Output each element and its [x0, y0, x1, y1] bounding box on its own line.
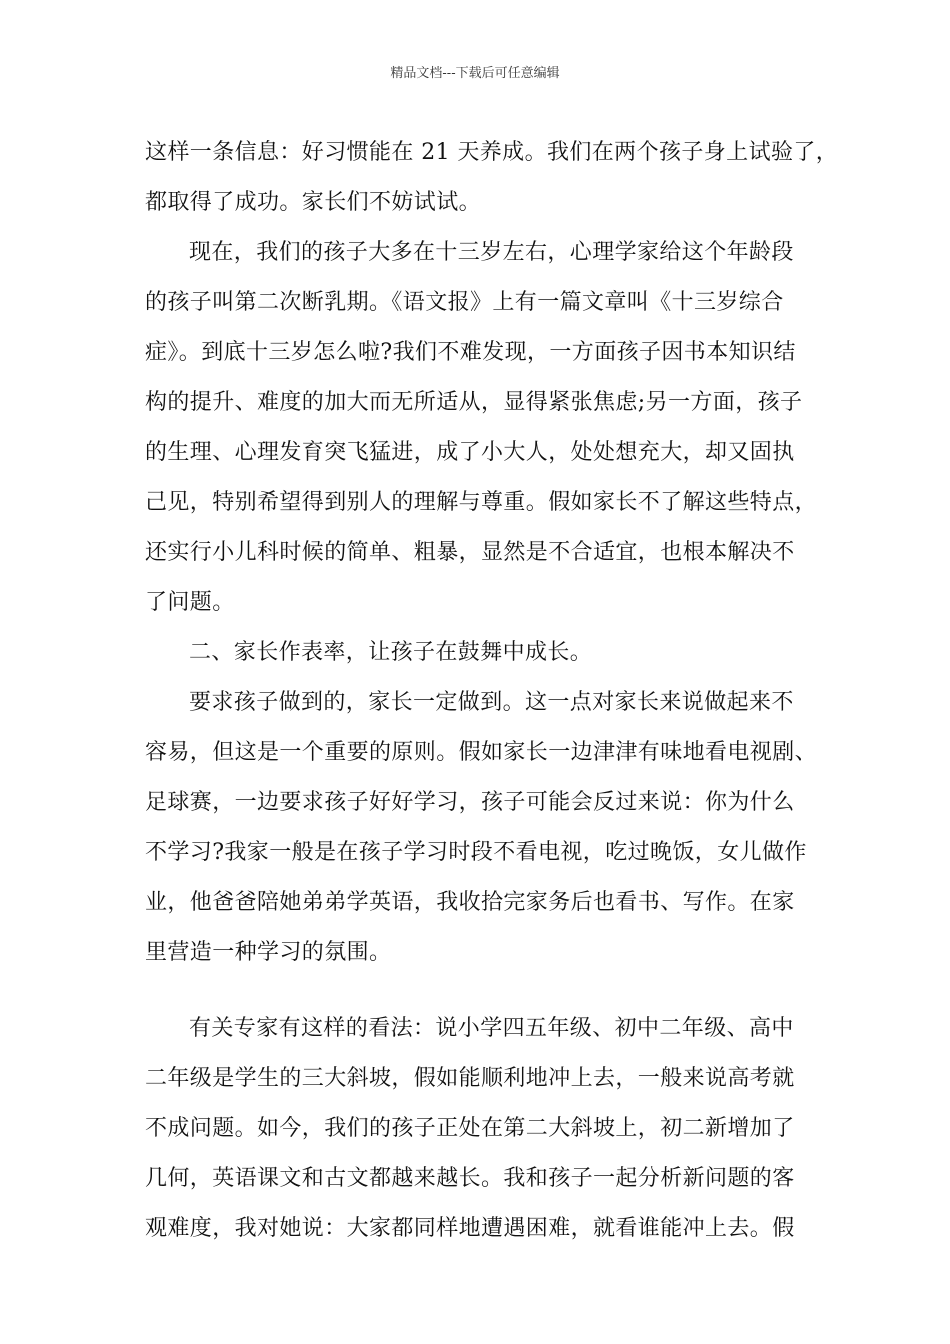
paragraph — [145, 678, 817, 978]
text-line: 足球赛，一边要求孩子好好学习，孩子可能会反过来说：你为什么 — [145, 790, 795, 815]
text-line: 现在，我们的孩子大多在十三岁左右，心理学家给这个年龄段 — [189, 240, 794, 265]
text-line: 的生理、心理发育突飞猛进，成了小大人，处处想充大，却又固执 — [145, 440, 795, 465]
text-line: 观难度，我对她说：大家都同样地遭遇困难，就看谁能冲上去。假 — [145, 1216, 795, 1241]
text-line: 要求孩子做到的，家长一定做到。这一点对家长来说做起来不 — [189, 690, 794, 715]
text-line: 有关专家有这样的看法：说小学四五年级、初中二年级、高中 — [189, 1016, 794, 1041]
text-line: 不成问题。如今，我们的孩子正处在第二大斜坡上，初二新增加了 — [145, 1116, 795, 1141]
text-line: 己见，特别希望得到别人的理解与尊重。假如家长不了解这些特点， — [145, 490, 818, 515]
text-line: 里营造一种学习的氛围。 — [145, 940, 392, 965]
section-heading — [145, 628, 817, 678]
text-line: 几何，英语课文和古文都越来越长。我和孩子一起分析新问题的客 — [145, 1166, 795, 1191]
paragraph — [145, 128, 839, 228]
text-line: 还实行小儿科时候的简单、粗暴，显然是不合适宜，也根本解决不 — [145, 540, 795, 565]
text-line: 都取得了成功。家长们不妨试试。 — [145, 190, 482, 215]
paragraph — [145, 1004, 817, 1254]
text-line: 不学习?我家一般是在孩子学习时段不看电视，吃过晚饭，女儿做作 — [145, 840, 807, 865]
page-header: 精品文档---下载后可任意编辑 — [390, 66, 560, 81]
document-body — [145, 128, 839, 1254]
paragraph — [145, 228, 817, 628]
text-line: 构的提升、难度的加大而无所适从，显得紧张焦虑;另一方面，孩子 — [145, 390, 803, 415]
text-line: 了问题。 — [145, 590, 235, 615]
text-line: 二、家长作表率，让孩子在鼓舞中成长。 — [189, 640, 593, 665]
text-line: 容易，但这是一个重要的原则。假如家长一边津津有味地看电视剧、 — [145, 740, 818, 765]
text-line: 的孩子叫第二次断乳期。《语文报》上有一篇文章叫《十三岁综合 — [145, 290, 784, 315]
text-line: 二年级是学生的三大斜坡，假如能顺利地冲上去，一般来说高考就 — [145, 1066, 795, 1091]
text-line: 这样一条信息：好习惯能在 21 天养成。我们在两个孩子身上试验了， — [145, 140, 839, 165]
text-line: 症》。到底十三岁怎么啦?我们不难发现，一方面孩子因书本知识结 — [145, 340, 796, 365]
text-line: 业，他爸爸陪她弟弟学英语，我收拾完家务后也看书、写作。在家 — [145, 890, 795, 915]
paragraph-gap — [145, 978, 817, 1004]
